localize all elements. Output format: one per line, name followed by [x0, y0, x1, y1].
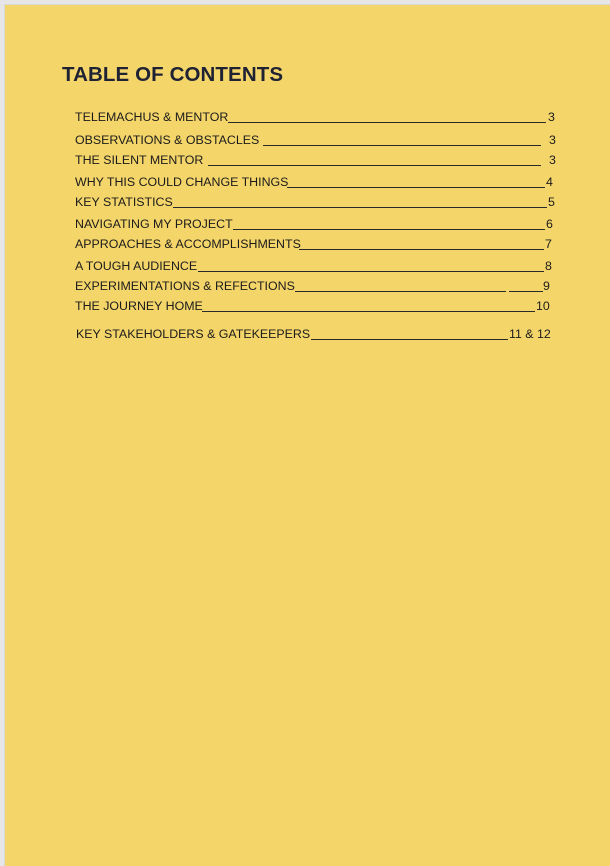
toc-leader-line [208, 165, 541, 166]
toc-entry [75, 237, 552, 251]
toc-entry-title: THE SILENT MENTOR [75, 153, 204, 167]
toc-leader-line [228, 122, 546, 123]
toc-entry-page: 3 [548, 110, 555, 124]
toc-entry-title: OBSERVATIONS & OBSTACLES [75, 133, 260, 147]
toc-leader-line [509, 291, 543, 292]
toc-entry-title: WHY THIS COULD CHANGE THINGS [75, 175, 289, 189]
toc-entry-page: 4 [546, 175, 553, 189]
toc-entry-title: KEY STATISTICS [75, 195, 173, 209]
toc-entry-title: EXPERIMENTATIONS & REFECTIONS [75, 279, 295, 293]
toc-entry [75, 195, 555, 209]
toc-entry-title: A TOUGH AUDIENCE [75, 259, 198, 273]
toc-entry-page: 3 [549, 153, 556, 167]
toc-entry [75, 259, 552, 273]
toc-entry [75, 279, 550, 293]
toc-entry [75, 153, 556, 167]
toc-entry [75, 110, 555, 124]
toc-entry [76, 327, 551, 341]
toc-leader-line [198, 271, 544, 272]
toc-leader-line [287, 187, 545, 188]
toc-entry-title: TELEMACHUS & MENTOR [75, 110, 229, 124]
toc-leader-line [299, 249, 544, 250]
toc-entry-page: 7 [545, 237, 552, 251]
toc-entry-page: 11 & 12 [509, 327, 551, 341]
toc-leader-line [295, 291, 506, 292]
toc-entry-title: NAVIGATING MY PROJECT [75, 217, 233, 231]
toc-leader-line [263, 145, 541, 146]
toc-entry-page: 3 [549, 133, 556, 147]
toc-entry-page: 5 [548, 195, 555, 209]
toc-entry-title: KEY STAKEHOLDERS & GATEKEEPERS [76, 327, 311, 341]
toc-entry-page: 8 [545, 259, 552, 273]
toc-leader-line [202, 311, 535, 312]
toc-entry [75, 175, 553, 189]
toc-entry [75, 299, 550, 313]
toc-entry [75, 217, 553, 231]
toc-entry-title: APPROACHES & ACCOMPLISHMENTS [75, 237, 301, 251]
toc-leader-line [311, 339, 508, 340]
toc-title: TABLE OF CONTENTS [62, 63, 284, 86]
toc-entry-page: 10 [536, 299, 550, 313]
toc-entry [75, 133, 556, 147]
toc-leader-line [173, 207, 547, 208]
document-page [4, 4, 610, 866]
toc-entry-page: 9 [543, 279, 550, 293]
toc-entry-title: THE JOURNEY HOME [75, 299, 203, 313]
toc-entry-page: 6 [546, 217, 553, 231]
toc-leader-line [233, 229, 545, 230]
